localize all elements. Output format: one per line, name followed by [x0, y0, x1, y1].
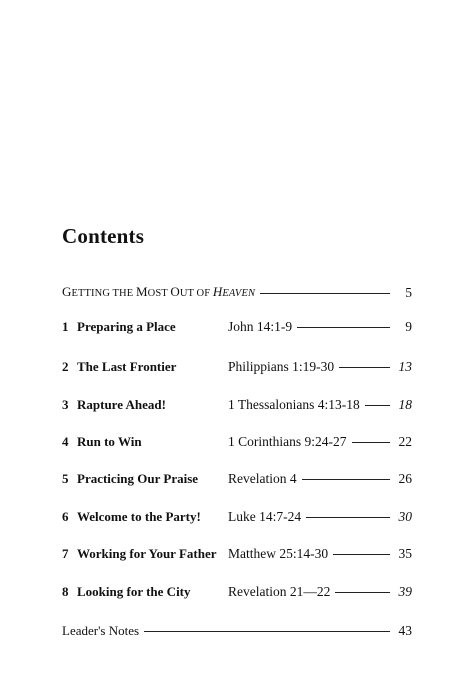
page-number: 43 — [398, 623, 412, 638]
page-title: Contents — [62, 224, 145, 248]
toc-entry-chapter-6[interactable] — [62, 506, 412, 528]
chapter-number: 8 — [62, 584, 69, 599]
leader-line — [333, 554, 390, 555]
leader-line — [297, 327, 390, 328]
chapter-title: Preparing a Place — [77, 319, 176, 334]
chapter-title: The Last Frontier — [77, 359, 177, 374]
scripture-passage: Philippians 1:19-30 — [228, 359, 335, 374]
scripture-passage: 1 Thessalonians 4:13-18 — [228, 397, 360, 412]
toc-entry-chapter-5[interactable] — [62, 468, 412, 490]
chapter-number: 5 — [62, 471, 69, 486]
toc-entry-intro[interactable] — [62, 282, 412, 304]
chapter-title: Looking for the City — [77, 584, 191, 599]
page-number: 26 — [398, 471, 412, 486]
page-number: 39 — [398, 584, 412, 599]
toc-entry-chapter-2[interactable] — [62, 356, 412, 378]
scripture-passage: 1 Corinthians 9:24-27 — [228, 434, 347, 449]
leader-line — [306, 517, 390, 518]
chapter-number: 4 — [62, 434, 69, 449]
chapter-title: Practicing Our Praise — [77, 471, 199, 486]
toc-entry-leaders-notes[interactable] — [62, 620, 412, 642]
chapter-title: Rapture Ahead! — [77, 397, 166, 412]
toc-entry-chapter-1[interactable] — [62, 316, 412, 338]
page-number: 30 — [398, 509, 412, 524]
toc-entry-chapter-4[interactable] — [62, 431, 412, 453]
chapter-title: Run to Win — [77, 434, 142, 449]
chapter-number: 6 — [62, 509, 69, 524]
chapter-number: 7 — [62, 546, 69, 561]
scripture-passage: Revelation 21—22 — [228, 584, 331, 599]
leader-line — [339, 367, 390, 368]
scripture-passage: Luke 14:7-24 — [228, 509, 302, 524]
leader-line — [352, 442, 391, 443]
toc-entry-chapter-3[interactable] — [62, 394, 412, 416]
toc-entry-chapter-7[interactable] — [62, 543, 412, 565]
leader-line — [365, 405, 390, 406]
chapter-number: 3 — [62, 397, 69, 412]
leader-line — [260, 293, 390, 294]
intro-title: GETTING THE MOST OUT OF HEAVEN — [62, 284, 256, 299]
page-number: 18 — [398, 397, 412, 412]
page-number: 5 — [405, 285, 412, 300]
scripture-passage: Revelation 4 — [228, 471, 297, 486]
leaders-notes-title: Leader's Notes — [62, 623, 140, 638]
chapter-number: 1 — [62, 319, 69, 334]
chapter-number: 2 — [62, 359, 69, 374]
scripture-passage: John 14:1-9 — [228, 319, 293, 334]
page-number: 9 — [405, 319, 412, 334]
page-number: 13 — [398, 359, 412, 374]
toc-entry-chapter-8[interactable] — [62, 581, 412, 603]
scripture-passage: Matthew 25:14-30 — [228, 546, 329, 561]
page-number: 35 — [398, 546, 412, 561]
chapter-title: Welcome to the Party! — [77, 509, 201, 524]
page-number: 22 — [398, 434, 412, 449]
leader-line — [335, 592, 390, 593]
chapter-title: Working for Your Father — [77, 546, 217, 561]
leader-line — [144, 631, 390, 632]
leader-line — [302, 479, 390, 480]
